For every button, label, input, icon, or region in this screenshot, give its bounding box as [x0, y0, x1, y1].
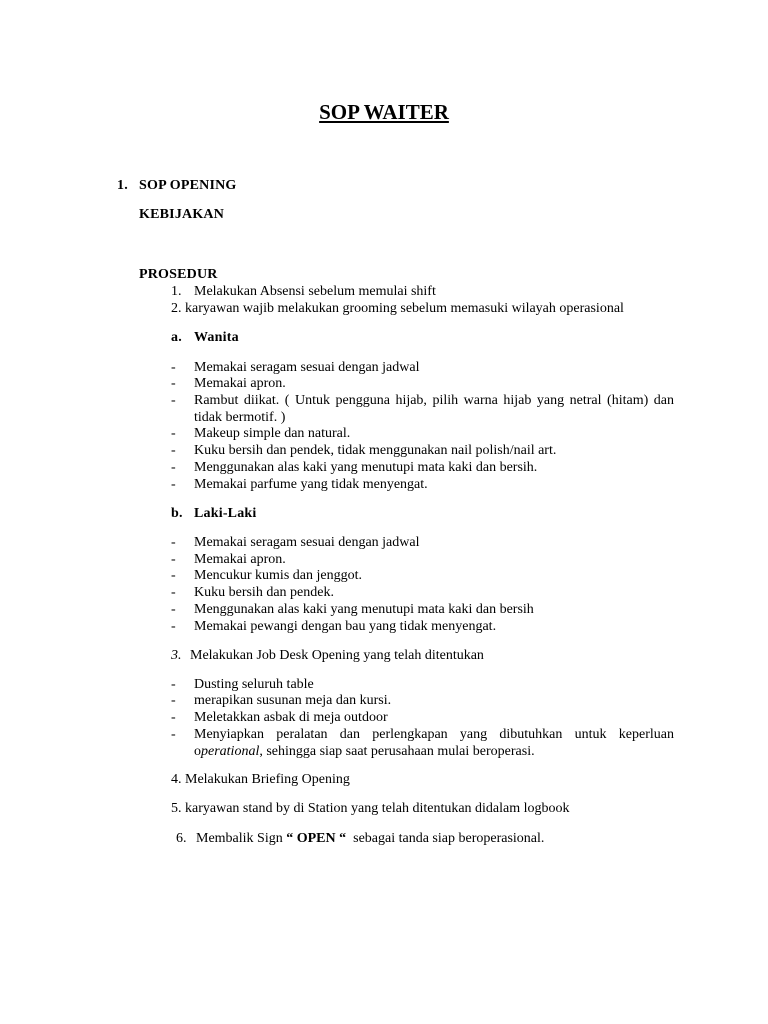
list-item: Kuku bersih dan pendek, tidak menggunakan nail polish/nail art.	[194, 443, 557, 458]
bullet-dash: -	[171, 619, 176, 634]
step-2-text: 2. karyawan wajib melakukan grooming sebelum memasuki wilayah operasional	[171, 301, 624, 316]
list-item: Memakai apron.	[194, 376, 286, 391]
bullet-dash: -	[171, 677, 176, 692]
bullet-dash: -	[171, 360, 176, 375]
section-number: 1.	[117, 178, 128, 193]
list-item: Rambut diikat. ( Untuk pengguna hijab, pilih warna hijab yang netral (hitam) dan tidak bermotif. )	[194, 393, 674, 425]
list-item: Meletakkan asbak di meja outdoor	[194, 710, 388, 725]
list-item: Menggunakan alas kaki yang menutupi mata kaki dan bersih.	[194, 460, 538, 475]
bullet-dash: -	[171, 477, 176, 492]
bullet-dash: -	[171, 535, 176, 550]
list-item: Kuku bersih dan pendek.	[194, 585, 334, 600]
list-item: Memakai seragam sesuai dengan jadwal	[194, 360, 420, 375]
list-item: Memakai parfume yang tidak menyengat.	[194, 477, 428, 492]
document-title: SOP WAITER	[319, 100, 449, 124]
bullet-dash: -	[171, 443, 176, 458]
bullet-dash: -	[171, 585, 176, 600]
bullet-dash: -	[171, 727, 176, 742]
step-6-pre: Membalik Sign	[196, 831, 287, 846]
step-3-number: 3.	[171, 648, 182, 663]
list-item: Mencukur kumis dan jenggot.	[194, 568, 362, 583]
list-item: Makeup simple dan natural.	[194, 426, 351, 441]
step-1-text: Melakukan Absensi sebelum memulai shift	[194, 284, 436, 299]
list-item-text: Menyiapkan peralatan dan perlengkapan yang dibutuhkan untuk keperluan o	[194, 727, 674, 759]
laki-marker: b.	[171, 506, 183, 521]
step-6-number: 6.	[176, 831, 187, 846]
bullet-dash: -	[171, 602, 176, 617]
bullet-dash: -	[171, 426, 176, 441]
bullet-dash: -	[171, 710, 176, 725]
list-item: Memakai apron.	[194, 552, 286, 567]
bullet-dash: -	[171, 552, 176, 567]
wanita-heading: Wanita	[194, 330, 239, 345]
laki-heading: Laki-Laki	[194, 506, 257, 521]
step-6-text	[196, 831, 544, 847]
prosedur-heading: PROSEDUR	[139, 267, 218, 282]
bullet-dash: -	[171, 568, 176, 583]
open-sign-label: “ OPEN “	[286, 831, 347, 846]
kebijakan-heading: KEBIJAKAN	[139, 207, 225, 222]
list-item: Dusting seluruh table	[194, 677, 314, 692]
section-heading: SOP OPENING	[139, 178, 237, 193]
list-item: merapikan susunan meja dan kursi.	[194, 693, 392, 708]
bullet-dash: -	[171, 376, 176, 391]
step-5-text: 5. karyawan stand by di Station yang telah ditentukan didalam logbook	[171, 801, 570, 816]
step-3-text: Melakukan Job Desk Opening yang telah ditentukan	[190, 648, 484, 663]
wanita-marker: a.	[171, 330, 182, 345]
list-item: Memakai seragam sesuai dengan jadwal	[194, 535, 420, 550]
list-item: Menggunakan alas kaki yang menutupi mata kaki dan bersih	[194, 602, 534, 617]
bullet-dash: -	[171, 460, 176, 475]
step-6-post: sebagai tanda siap beroperasional.	[346, 831, 545, 846]
step-4-text: 4. Melakukan Briefing Opening	[171, 772, 350, 787]
list-item-italic: perational	[201, 743, 260, 759]
bullet-dash: -	[171, 393, 176, 408]
list-item: Memakai pewangi dengan bau yang tidak menyengat.	[194, 619, 497, 634]
bullet-dash: -	[171, 693, 176, 708]
list-item	[194, 727, 674, 760]
step-1-number: 1.	[171, 284, 182, 299]
list-item-text: , sehingga siap saat perusahaan mulai beroperasi.	[259, 743, 535, 759]
